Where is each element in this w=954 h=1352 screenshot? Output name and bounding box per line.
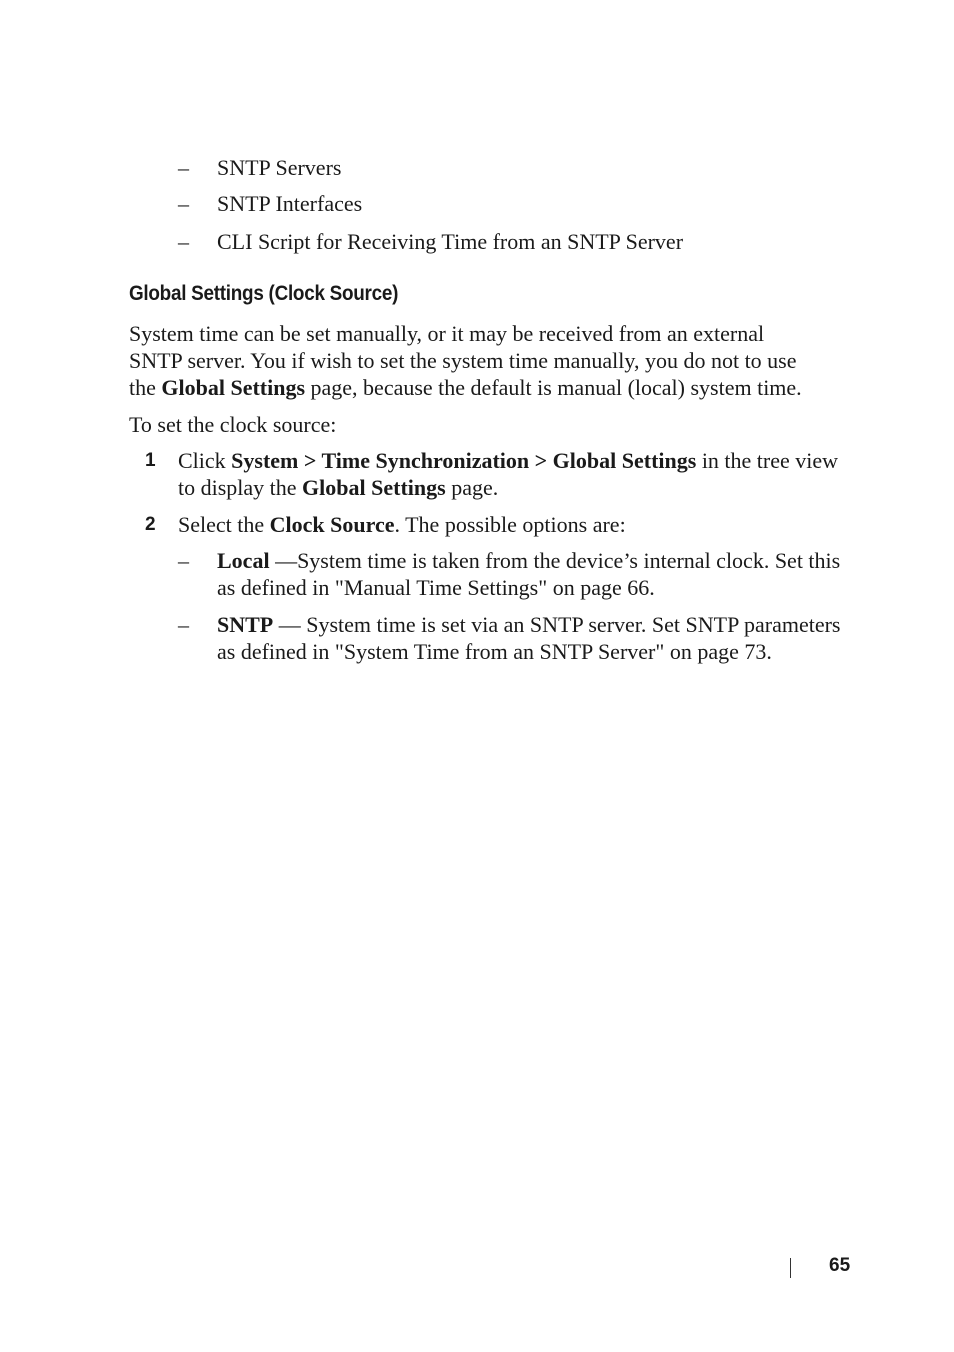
lead-paragraph <box>129 411 336 438</box>
page-number: 65 <box>829 1255 851 1276</box>
section-heading: Global Settings (Clock Source) <box>129 282 399 305</box>
bullet-dash: – <box>178 548 189 573</box>
text: in the tree view <box>696 448 839 473</box>
step-number: 2 <box>145 514 156 535</box>
intro-line: SNTP server. You if wish to set the system time manually, you do not to use <box>129 348 797 373</box>
step-body <box>178 447 838 501</box>
bullet-text: CLI Script for Receiving Time from an SNTP Server <box>217 229 684 254</box>
option-body <box>217 611 841 665</box>
text: Select the <box>178 512 270 537</box>
global-settings-term: Global Settings <box>302 475 446 500</box>
option-line <box>217 547 840 574</box>
intro-line: System time can be set manually, or it may be received from an external <box>129 321 765 346</box>
intro-paragraph <box>129 320 802 401</box>
step-number: 1 <box>145 450 156 471</box>
step-line <box>178 511 626 538</box>
intro-line <box>129 374 802 401</box>
clock-source-term: Clock Source <box>269 512 395 537</box>
step-line <box>178 447 838 474</box>
bullet-dash: – <box>178 229 189 254</box>
text: . The possible options are: <box>394 512 626 537</box>
option-name: Local <box>217 548 270 573</box>
text: page. <box>445 475 499 500</box>
option-line: as defined in "System Time from an SNTP Server" on page 73. <box>217 639 772 664</box>
text: to display the <box>178 475 303 500</box>
text: the <box>129 375 162 400</box>
step-body <box>178 511 626 538</box>
option-body <box>217 547 840 601</box>
bullet-text: SNTP Interfaces <box>217 191 363 216</box>
text: page, because the default is manual (local) system time. <box>305 375 802 400</box>
text: — System time is set via an SNTP server. Set SNTP parameters <box>273 612 841 637</box>
text: —System time is taken from the device’s internal clock. Set this <box>269 548 841 573</box>
option-line <box>217 611 841 638</box>
global-settings-term: Global Settings <box>161 375 306 400</box>
bullet-text: SNTP Servers <box>217 155 342 180</box>
text: Click <box>178 448 232 473</box>
menu-path: System > Time Synchronization > Global Settings <box>231 448 697 473</box>
option-line: as defined in "Manual Time Settings" on page 66. <box>217 575 655 600</box>
footer-divider <box>790 1258 791 1278</box>
bullet-dash: – <box>178 155 189 180</box>
lead-text: To set the clock source: <box>129 412 337 437</box>
bullet-dash: – <box>178 612 189 637</box>
option-name: SNTP <box>217 612 274 637</box>
step-line <box>178 474 838 501</box>
bullet-dash: – <box>178 191 189 216</box>
